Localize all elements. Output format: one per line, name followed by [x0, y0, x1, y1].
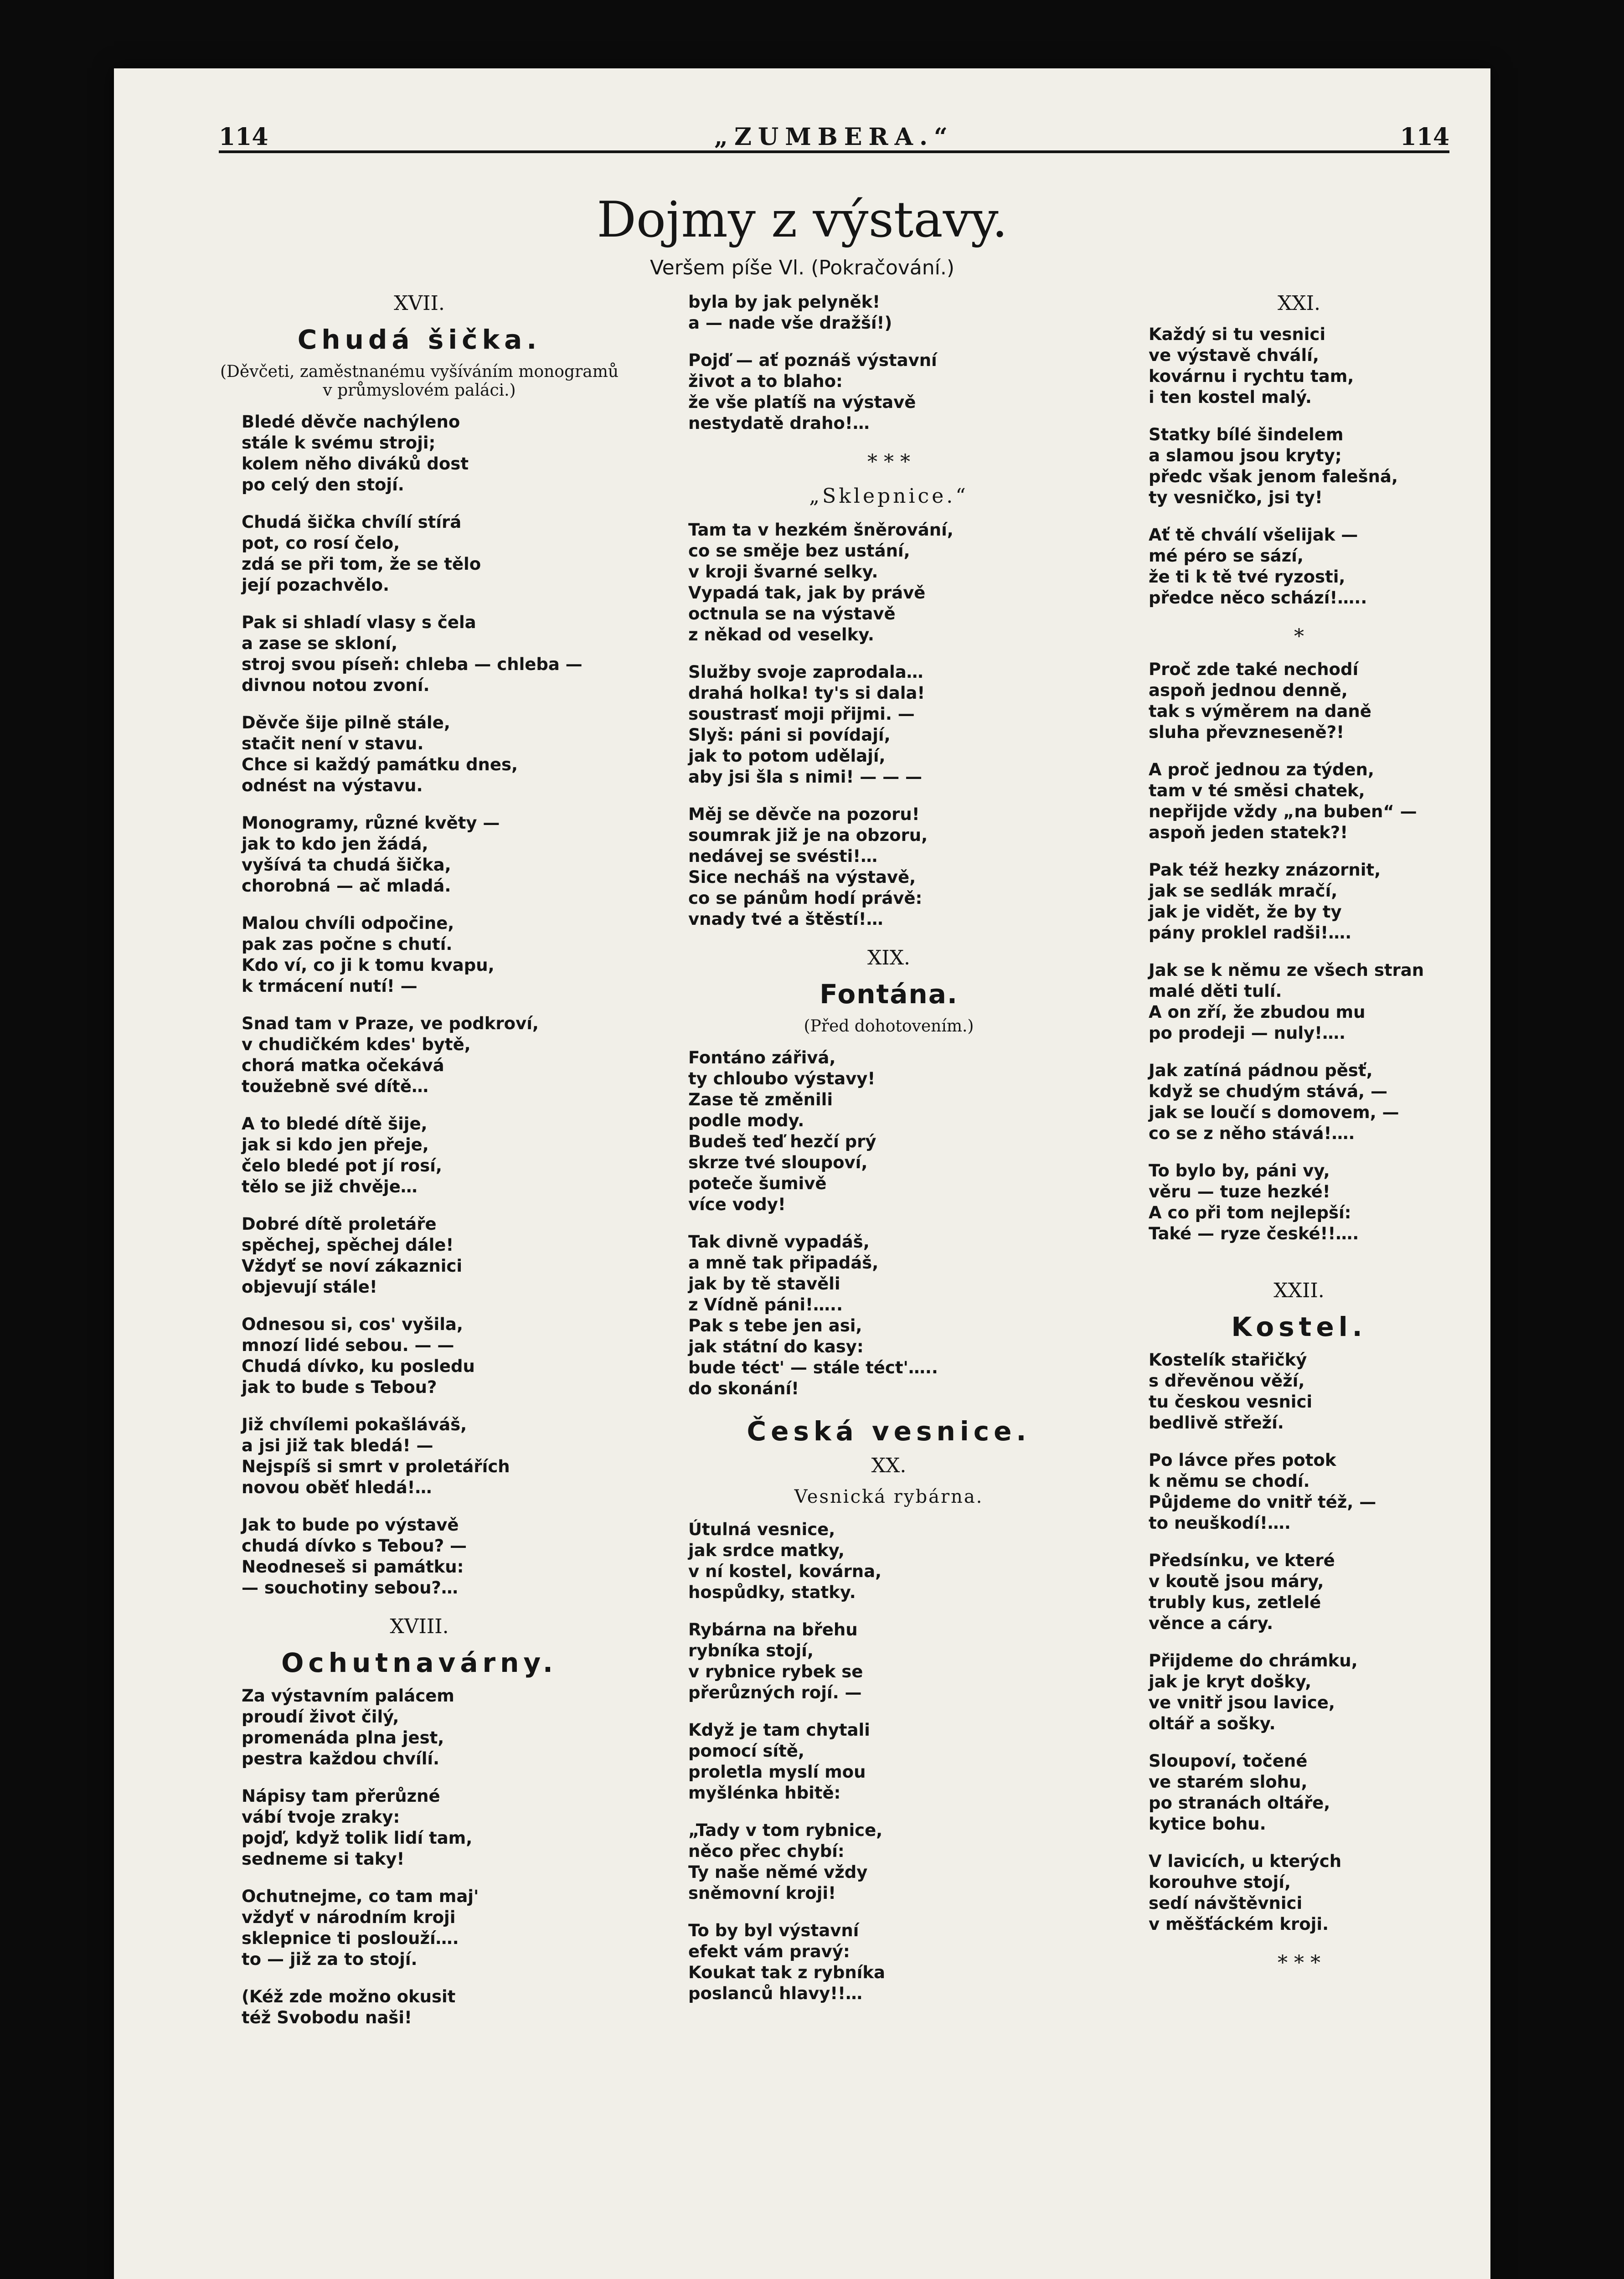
spacer: [1135, 1261, 1463, 1279]
stanza: To by byl výstavní efekt vám pravý: Koukat tak z rybníka poslanců hlavy!!…: [688, 1921, 885, 2003]
section-number: XIX.: [867, 946, 910, 969]
article-subtitle: Veršem píše Vl. (Pokračování.): [650, 256, 955, 279]
stanza: (Kéž zde možno okusit též Svobodu naši!: [242, 1987, 456, 2027]
stanza: Odnesou si, cos' vyšila, mnozí lidé sebou. — — Chudá dívko, ku posledu jak to bude s Tebou?: [242, 1315, 475, 1397]
stanza: Sloupoví, točené ve starém slohu, po stranách oltáře, kytice bohu.: [1149, 1751, 1330, 1834]
stanza: Útulná vesnice, jak srdce matky, v ní kostel, kovárna, hospůdky, statky.: [688, 1520, 882, 1602]
stanza: Měj se děvče na pozoru! soumrak již je na obzoru, nedávej se svésti!… Sice necháš na výstavě, co se pánům hodí právě: vnady tvé a štěstí!…: [688, 804, 928, 929]
stanza: A to bledé dítě šije, jak si kdo jen přeje, čelo bledé pot jí rosí, tělo se již chvěje…: [242, 1114, 442, 1196]
page-header: [219, 119, 1449, 153]
stanza: V lavicích, u kterých korouhve stojí, sedí návštěvnici v měšťáckém kroji.: [1149, 1851, 1342, 1934]
stanza: Rybárna na břehu rybníka stojí, v rybnice rybek se přerůzných rojí. —: [688, 1620, 863, 1702]
section-number: XXI.: [1277, 292, 1320, 315]
section-number: XX.: [871, 1454, 907, 1477]
stanza: Po lávce přes potok k němu se chodí. Půjdeme do vnitř též, — to neuškodí!….: [1149, 1450, 1377, 1533]
section-title: Fontána.: [820, 979, 958, 1010]
section-number: XVII.: [394, 292, 445, 315]
section-number: XVIII.: [390, 1615, 449, 1638]
page-number-left: 114: [219, 123, 268, 151]
stanza: Malou chvíli odpočine, pak zas počne s chutí. Kdo ví, co ji k tomu kvapu, k trmácení nutí! —: [242, 913, 495, 996]
stanza: Předsínku, ve které v koutě jsou máry, trubly kus, zetlelé věnce a cáry.: [1149, 1551, 1335, 1633]
stanza: Chudá šička chvílí stírá pot, co rosí čelo, zdá se při tom, že se tělo její pozachvělo.: [242, 512, 481, 595]
article-title: Dojmy z výstavy.: [597, 191, 1008, 248]
stanza: Pojď — ať poznáš výstavní život a to blaho: že vše platíš na výstavě nestydatě draho!…: [688, 351, 937, 433]
stanza: Kostelík stařičký s dřevěnou věží, tu českou vesnici bedlivě střeží.: [1149, 1350, 1313, 1433]
subsection-title: Vesnická rybárna.: [794, 1486, 984, 1507]
stanza: Za výstavním palácem proudí život čilý, promenáda plna jest, pestra každou chvílí.: [242, 1686, 454, 1769]
stanza: Pak si shladí vlasy s čela a zase se skloní, stroj svou píseň: chleba — chleba — divnou notou zvoní.: [242, 613, 583, 695]
stanza: Přijdeme do chrámku, jak je kryt došky, ve vnitř jsou lavice, oltář a sošky.: [1149, 1651, 1358, 1733]
subsection-title: „Sklepnice.“: [809, 485, 969, 508]
column-3: [1135, 292, 1463, 1985]
stanza: byla by jak pelyněk! a — nade vše dražší!): [688, 292, 892, 333]
stanza: Když je tam chytali pomocí sítě, proletla myslí mou myšlénka hbitě:: [688, 1720, 870, 1803]
separator-star: *: [1294, 625, 1304, 648]
journal-name: „ZUMBERA.“: [714, 123, 954, 151]
stanza: Jak to bude po výstavě chudá dívko s Tebou? — Neodneseš si památku: — souchotiny sebou?…: [242, 1515, 467, 1598]
separator-stars: * * *: [1278, 1951, 1320, 1975]
column-2: [688, 292, 1089, 2021]
section-note: (Děvčeti, zaměstnanému vyšíváním monogramů v průmyslovém paláci.): [220, 362, 619, 400]
stanza: To bylo by, páni vy, věru — tuze hezké! A co při tom nejlepší: Také — ryze české!!….: [1149, 1161, 1359, 1243]
stanza: Bledé děvče nachýleno stále k svému stroji; kolem něho diváků dost po celý den stojí.: [242, 412, 469, 495]
column-1: [219, 292, 620, 2045]
stanza: Nápisy tam přerůzné vábí tvoje zraky: pojď, když tolik lidí tam, sedneme si taky!: [242, 1786, 473, 1869]
stanza: „Tady v tom rybnice, něco přec chybí: Ty naše němé vždy sněmovní kroji!: [688, 1820, 883, 1903]
stanza: Již chvílemi pokašláváš, a jsi již tak bledá! — Nejspíš si smrt v proletářích novou oběť hledá!…: [242, 1415, 510, 1497]
stanza: Ochutnejme, co tam maj' vždyť v národním kroji sklepnice ti poslouží…. to — již za to stojí.: [242, 1887, 479, 1969]
stanza: Tam ta v hezkém šněrování, co se směje bez ustání, v kroji švarné selky. Vypadá tak, jak by právě octnula se na výstavě z někad od veselky.: [688, 520, 954, 645]
section-title: Česká vesnice.: [747, 1416, 1031, 1447]
stanza: Každý si tu vesnici ve výstavě chválí, kovárnu i rychtu tam, i ten kostel malý.: [1149, 325, 1354, 407]
page-number-right: 114: [1400, 123, 1449, 151]
separator-stars: * * *: [867, 450, 910, 474]
section-title: Kostel.: [1231, 1311, 1367, 1342]
stanza: Snad tam v Praze, ve podkroví, v chudičkém kdes' bytě, chorá matka očekává toužebně své dítě…: [242, 1014, 539, 1096]
newspaper-page: [114, 68, 1490, 2279]
section-title: Chudá šička.: [297, 324, 541, 355]
stanza: Jak se k němu ze všech stran malé děti tulí. A on zří, že zbudou mu po prodeji — nuly!….: [1149, 960, 1424, 1043]
stanza: Tak divně vypadáš, a mně tak připadáš, jak by tě stavěli z Vídně páni!….. Pak s tebe jen asi, jak státní do kasy: bude téct' — stále téct'….. do skonání!: [688, 1232, 938, 1398]
stanza: Dobré dítě proletáře spěchej, spěchej dále! Vždyť se noví zákaznici objevují stále!: [242, 1214, 463, 1297]
stanza: Jak zatíná pádnou pěsť, když se chudým stává, — jak se loučí s domovem, — co se z něho stává!….: [1149, 1061, 1399, 1143]
stanza: Pak též hezky znázornit, jak se sedlák mračí, jak je vidět, že by ty pány proklel radši!….: [1149, 860, 1381, 943]
section-note: (Před dohotovením.): [804, 1017, 974, 1036]
section-number: XXII.: [1273, 1279, 1325, 1302]
stanza: Služby svoje zaprodala… drahá holka! ty's si dala! soustrasť moji přijmi. — Slyš: páni si povídají, jak to potom udělají, aby jsi šla s nimi! — — —: [688, 662, 925, 787]
stanza: Ať tě chválí všelijak — mé péro se sází, že ti k tě tvé ryzosti, předce něco schází!…..: [1149, 525, 1367, 608]
section-title: Ochutnavárny.: [281, 1647, 557, 1678]
stanza: A proč jednou za týden, tam v té směsi chatek, nepřijde vždy „na buben“ — aspoň jeden statek?!: [1149, 760, 1417, 842]
stanza: Monogramy, různé květy — jak to kdo jen žádá, vyšívá ta chudá šička, chorobná — ač mladá.: [242, 813, 500, 896]
stanza: Fontáno zářivá, ty chloubo výstavy! Zase tě změnili podle mody. Budeš teď hezčí prý skrze tvé sloupoví, poteče šumivě více vody!: [688, 1048, 876, 1214]
stanza: Děvče šije pilně stále, stačit není v stavu. Chce si každý památku dnes, odnést na výstavu.: [242, 713, 518, 795]
stanza: Proč zde také nechodí aspoň jednou denně, tak s výměrem na daně sluha převzneseně?!: [1149, 660, 1371, 742]
stanza: Statky bílé šindelem a slamou jsou kryty; předc však jenom falešná, ty vesničko, jsi ty!: [1149, 425, 1398, 507]
